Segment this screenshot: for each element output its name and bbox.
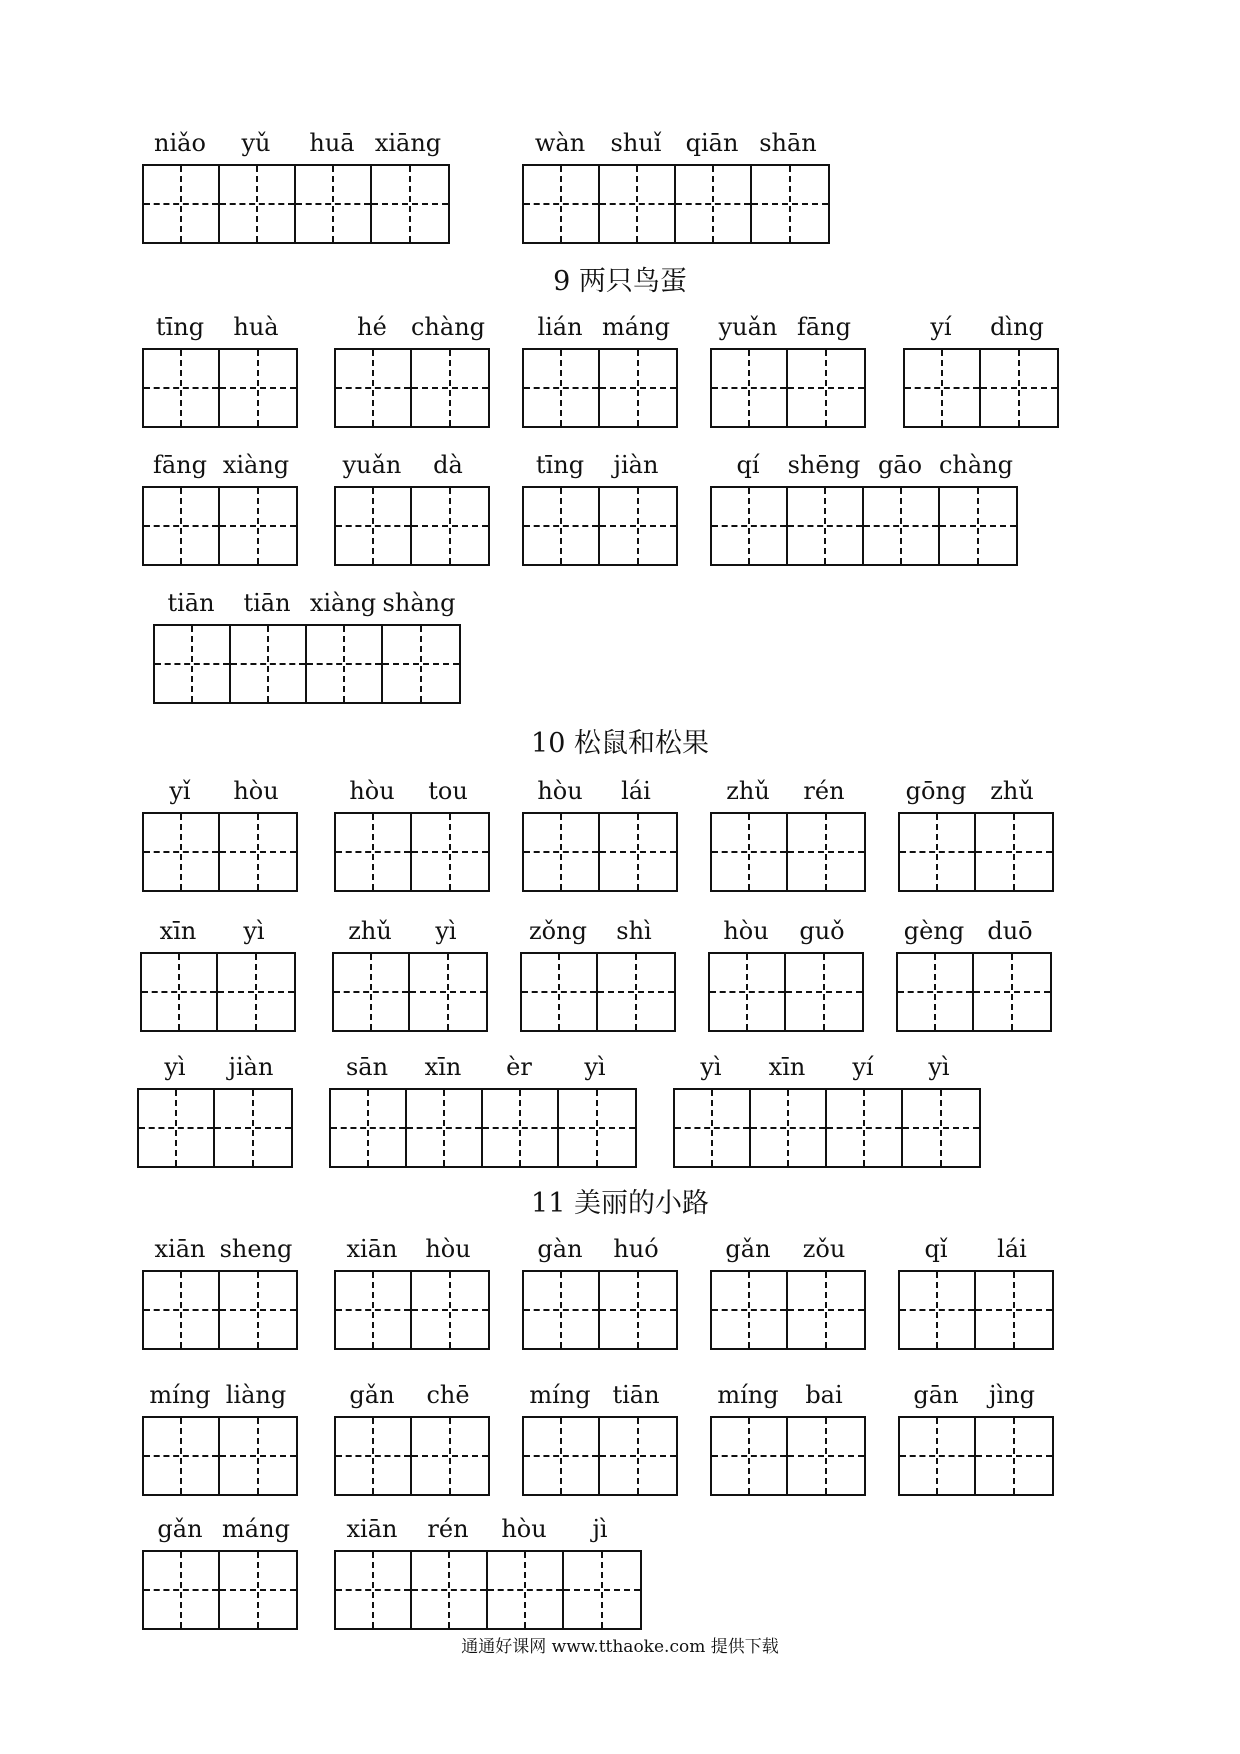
tianzige-cell[interactable] <box>412 1272 488 1348</box>
tianzige-cell[interactable] <box>144 1418 220 1494</box>
pinyin: yí <box>930 313 952 341</box>
pinyin: yǐ <box>169 777 191 805</box>
pinyin: chàng <box>938 451 1014 479</box>
tianzige-cell[interactable] <box>336 1272 412 1348</box>
pinyin: bai <box>805 1381 843 1409</box>
tianzige-cell[interactable] <box>144 1552 220 1628</box>
tianzige-cell[interactable] <box>220 1552 296 1628</box>
tianzige-cell[interactable] <box>598 954 674 1030</box>
pinyin: yuǎn <box>718 313 778 341</box>
tianzige-cell[interactable] <box>144 1272 220 1348</box>
tianzige-cell[interactable] <box>139 1090 215 1166</box>
pinyin: jiàn <box>613 451 659 479</box>
pinyin: xiāng <box>374 129 442 157</box>
pinyin: huā <box>309 129 355 157</box>
tianzige-cell[interactable] <box>412 814 488 890</box>
pinyin: chàng <box>410 313 486 341</box>
tianzige-cell[interactable] <box>220 350 296 426</box>
writing-grid <box>522 1270 678 1350</box>
tianzige-cell[interactable] <box>600 1418 676 1494</box>
pinyin: xiān <box>346 1235 398 1263</box>
pinyin: jìng <box>989 1381 1035 1409</box>
tianzige-cell[interactable] <box>752 166 828 242</box>
pinyin: hé <box>357 313 387 341</box>
pinyin: duō <box>987 917 1033 945</box>
tianzige-cell[interactable] <box>712 350 788 426</box>
tianzige-cell[interactable] <box>410 954 486 1030</box>
tianzige-cell[interactable] <box>900 1272 976 1348</box>
writing-grid <box>673 1088 981 1168</box>
pinyin: míng <box>149 1381 211 1409</box>
writing-grid <box>898 812 1054 892</box>
lesson-title: 10 松鼠和松果 <box>531 728 709 759</box>
pinyin: zhǔ <box>348 917 392 945</box>
tianzige-cell[interactable] <box>976 1272 1052 1348</box>
pinyin: yuǎn <box>342 451 402 479</box>
writing-grid <box>522 486 678 566</box>
pinyin: gǎn <box>157 1515 203 1543</box>
writing-grid <box>522 812 678 892</box>
tianzige-cell[interactable] <box>336 1418 412 1494</box>
writing-grid <box>898 1416 1054 1496</box>
tianzige-cell[interactable] <box>336 814 412 890</box>
pinyin: xīn <box>424 1053 462 1081</box>
pinyin: shì <box>616 917 652 945</box>
tianzige-cell[interactable] <box>559 1090 635 1166</box>
tianzige-cell[interactable] <box>976 814 1052 890</box>
tianzige-cell[interactable] <box>336 1552 412 1628</box>
pinyin: shēng <box>787 451 861 479</box>
tianzige-cell[interactable] <box>788 350 864 426</box>
pinyin: gān <box>913 1381 959 1409</box>
writing-grid <box>334 812 490 892</box>
tianzige-cell[interactable] <box>712 1418 788 1494</box>
writing-grid <box>142 1416 298 1496</box>
writing-grid <box>142 1550 298 1630</box>
pinyin: yì <box>164 1053 186 1081</box>
tianzige-cell[interactable] <box>218 954 294 1030</box>
tianzige-cell[interactable] <box>220 1418 296 1494</box>
writing-grid <box>334 1550 642 1630</box>
pinyin: hòu <box>723 917 769 945</box>
writing-grid <box>142 348 298 428</box>
pinyin: zhǔ <box>726 777 770 805</box>
tianzige-cell[interactable] <box>864 488 940 564</box>
tianzige-cell[interactable] <box>524 488 600 564</box>
writing-grid <box>334 348 490 428</box>
pinyin: sān <box>345 1053 389 1081</box>
tianzige-cell[interactable] <box>144 814 220 890</box>
tianzige-cell[interactable] <box>786 954 862 1030</box>
pinyin: máng <box>222 1515 290 1543</box>
pinyin: gàn <box>537 1235 583 1263</box>
pinyin: xiàng <box>222 451 290 479</box>
tianzige-cell[interactable] <box>372 166 448 242</box>
pinyin: zhǔ <box>990 777 1034 805</box>
pinyin: yì <box>928 1053 950 1081</box>
pinyin: liàng <box>225 1381 287 1409</box>
writing-grid <box>896 952 1052 1032</box>
tianzige-cell[interactable] <box>144 166 220 242</box>
writing-grid <box>142 1270 298 1350</box>
pinyin: hòu <box>349 777 395 805</box>
tianzige-cell[interactable] <box>564 1552 640 1628</box>
pinyin: chē <box>426 1381 470 1409</box>
pinyin: gōng <box>905 777 967 805</box>
pinyin: shān <box>759 129 817 157</box>
tianzige-cell[interactable] <box>600 350 676 426</box>
lesson-title: 11 美丽的小路 <box>531 1188 709 1219</box>
tianzige-cell[interactable] <box>407 1090 483 1166</box>
writing-grid <box>332 952 488 1032</box>
writing-grid <box>708 952 864 1032</box>
pinyin: rén <box>427 1515 469 1543</box>
tianzige-cell[interactable] <box>336 488 412 564</box>
pinyin: tīng <box>155 313 205 341</box>
pinyin: zǒng <box>529 917 587 945</box>
tianzige-cell[interactable] <box>788 1272 864 1348</box>
writing-grid <box>142 812 298 892</box>
pinyin: dà <box>433 451 463 479</box>
pinyin: tiān <box>167 589 215 617</box>
tianzige-cell[interactable] <box>900 814 976 890</box>
pinyin: máng <box>602 313 670 341</box>
tianzige-cell[interactable] <box>412 488 488 564</box>
writing-grid <box>710 348 866 428</box>
pinyin: gǎn <box>725 1235 771 1263</box>
pinyin: huó <box>613 1235 659 1263</box>
tianzige-cell[interactable] <box>712 814 788 890</box>
tianzige-cell[interactable] <box>600 814 676 890</box>
tianzige-cell[interactable] <box>307 626 383 702</box>
pinyin: huà <box>233 313 279 341</box>
pinyin: xiàng <box>309 589 377 617</box>
pinyin: xiān <box>154 1235 206 1263</box>
tianzige-cell[interactable] <box>710 954 786 1030</box>
pinyin: gǎn <box>349 1381 395 1409</box>
writing-grid <box>334 1270 490 1350</box>
tianzige-cell[interactable] <box>974 954 1050 1030</box>
lesson-title: 9 两只鸟蛋 <box>553 266 687 297</box>
tianzige-cell[interactable] <box>336 350 412 426</box>
writing-grid <box>140 952 296 1032</box>
tianzige-cell[interactable] <box>600 1272 676 1348</box>
writing-grid <box>137 1088 293 1168</box>
tianzige-cell[interactable] <box>220 166 296 242</box>
tianzige-cell[interactable] <box>940 488 1016 564</box>
pinyin: gèng <box>903 917 965 945</box>
pinyin: hòu <box>233 777 279 805</box>
tianzige-cell[interactable] <box>712 488 788 564</box>
tianzige-cell[interactable] <box>676 166 752 242</box>
writing-grid <box>153 624 461 704</box>
pinyin: hòu <box>425 1235 471 1263</box>
tianzige-cell[interactable] <box>905 350 981 426</box>
writing-grid <box>903 348 1059 428</box>
tianzige-cell[interactable] <box>483 1090 559 1166</box>
tianzige-cell[interactable] <box>334 954 410 1030</box>
tianzige-cell[interactable] <box>144 350 220 426</box>
pinyin: dìng <box>990 313 1044 341</box>
tianzige-cell[interactable] <box>600 488 676 564</box>
pinyin: míng <box>717 1381 779 1409</box>
tianzige-cell[interactable] <box>600 166 676 242</box>
pinyin: yì <box>700 1053 722 1081</box>
tianzige-cell[interactable] <box>976 1418 1052 1494</box>
pinyin: fāng <box>796 313 851 341</box>
writing-grid <box>710 486 1018 566</box>
tianzige-cell[interactable] <box>524 166 600 242</box>
tianzige-cell[interactable] <box>412 1552 488 1628</box>
pinyin: tou <box>428 777 468 805</box>
writing-grid <box>520 952 676 1032</box>
pinyin: èr <box>506 1053 532 1081</box>
writing-grid <box>334 486 490 566</box>
tianzige-cell[interactable] <box>751 1090 827 1166</box>
pinyin: tiān <box>243 589 291 617</box>
tianzige-cell[interactable] <box>412 350 488 426</box>
tianzige-cell[interactable] <box>524 350 600 426</box>
writing-grid <box>710 812 866 892</box>
pinyin: yì <box>584 1053 606 1081</box>
tianzige-cell[interactable] <box>788 814 864 890</box>
pinyin: xīn <box>159 917 197 945</box>
writing-grid <box>334 1416 490 1496</box>
tianzige-cell[interactable] <box>220 814 296 890</box>
writing-grid <box>710 1270 866 1350</box>
tianzige-cell[interactable] <box>155 626 231 702</box>
tianzige-cell[interactable] <box>788 488 864 564</box>
pinyin: yì <box>243 917 265 945</box>
tianzige-cell[interactable] <box>142 954 218 1030</box>
pinyin: lái <box>621 777 651 805</box>
tianzige-cell[interactable] <box>827 1090 903 1166</box>
tianzige-cell[interactable] <box>981 350 1057 426</box>
pinyin: hòu <box>537 777 583 805</box>
pinyin: rén <box>803 777 845 805</box>
tianzige-cell[interactable] <box>900 1418 976 1494</box>
tianzige-cell[interactable] <box>903 1090 979 1166</box>
pinyin: shàng <box>382 589 456 617</box>
writing-grid <box>142 164 450 244</box>
pinyin: jì <box>592 1515 608 1543</box>
pinyin: qǐ <box>924 1235 948 1263</box>
pinyin: hòu <box>501 1515 547 1543</box>
pinyin: xīn <box>768 1053 806 1081</box>
tianzige-cell[interactable] <box>383 626 459 702</box>
pinyin: yì <box>435 917 457 945</box>
tianzige-cell[interactable] <box>220 1272 296 1348</box>
tianzige-cell[interactable] <box>712 1272 788 1348</box>
tianzige-cell[interactable] <box>215 1090 291 1166</box>
writing-grid <box>522 1416 678 1496</box>
pinyin: míng <box>529 1381 591 1409</box>
writing-grid <box>522 164 830 244</box>
pinyin: tīng <box>535 451 585 479</box>
pinyin: wàn <box>534 129 586 157</box>
writing-grid <box>329 1088 637 1168</box>
writing-grid <box>142 486 298 566</box>
pinyin: fāng <box>152 451 207 479</box>
pinyin: jiàn <box>228 1053 274 1081</box>
tianzige-cell[interactable] <box>522 954 598 1030</box>
pinyin: guǒ <box>799 917 845 945</box>
tianzige-cell[interactable] <box>524 1272 600 1348</box>
pinyin: yí <box>852 1053 874 1081</box>
tianzige-cell[interactable] <box>231 626 307 702</box>
pinyin: zǒu <box>802 1235 846 1263</box>
tianzige-cell[interactable] <box>524 814 600 890</box>
tianzige-cell[interactable] <box>331 1090 407 1166</box>
writing-grid <box>710 1416 866 1496</box>
pinyin: yǔ <box>241 129 271 157</box>
tianzige-cell[interactable] <box>488 1552 564 1628</box>
pinyin: sheng <box>219 1235 293 1263</box>
pinyin: lái <box>997 1235 1027 1263</box>
pinyin: qiān <box>685 129 739 157</box>
pinyin: qí <box>736 451 760 479</box>
tianzige-cell[interactable] <box>220 488 296 564</box>
tianzige-cell[interactable] <box>788 1418 864 1494</box>
tianzige-cell[interactable] <box>412 1418 488 1494</box>
writing-grid <box>522 348 678 428</box>
pinyin: tiān <box>612 1381 660 1409</box>
pinyin: gāo <box>877 451 923 479</box>
tianzige-cell[interactable] <box>524 1418 600 1494</box>
tianzige-cell[interactable] <box>898 954 974 1030</box>
pinyin: niǎo <box>154 129 206 157</box>
tianzige-cell[interactable] <box>296 166 372 242</box>
pinyin: xiān <box>346 1515 398 1543</box>
writing-grid <box>898 1270 1054 1350</box>
pinyin: shuǐ <box>610 129 662 157</box>
tianzige-cell[interactable] <box>144 488 220 564</box>
pinyin: lián <box>537 313 583 341</box>
tianzige-cell[interactable] <box>675 1090 751 1166</box>
page-footer: 通通好课网 www.tthaoke.com 提供下载 <box>461 1637 779 1657</box>
